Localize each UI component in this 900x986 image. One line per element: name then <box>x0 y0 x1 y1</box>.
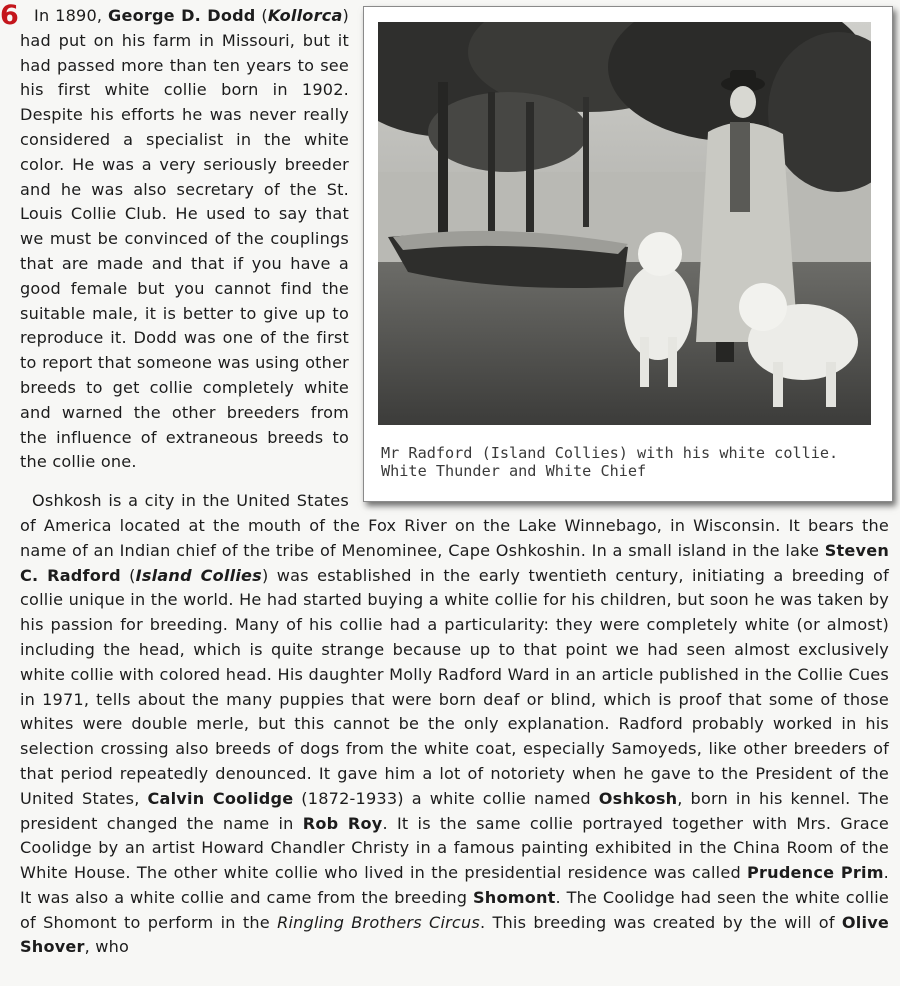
name-calvin-coolidge: Calvin Coolidge <box>147 788 294 808</box>
name-prudence-prim: Prudence Prim <box>747 863 884 883</box>
circus-name: Ringling Brothers Circus <box>277 912 480 932</box>
radford-collies-photo <box>378 22 871 425</box>
name-rob-roy: Rob Roy <box>302 813 383 833</box>
paragraph-radford: Oshkosh is a city in the United States of America located at the mouth of the Fox River on the Lake Winnebago, in Wisconsin. It bears the name of an Indian chief of the tribe of Menominee, Cape Oshkoshin. In a small island in the lake Steven C. Radford (Island Collies) was established in the early twentieth century, initiating a breeding of collie unique in the world. He had started buying a white collie for his children, but soon he was taken by his passion for breeding. Many of his collie had a particularity: they were completely white (or almost) including the head, which is quite strange because up to that point we had seen almost exclusively white collie with colored head. His daughter Molly Radford Ward in an article published in the Collie Cues in 1971, tells about the many puppies that were born deaf or blind, which is proof that some of those whites were double merle, but this cannot be the only explanation. Radford probably worked in his selection crossing also breeds of dogs from the white coat, especially Samoyeds, like other breeders of that period repeatedly denounced. It gave him a lot of notoriety when he gave to the President of the United States, Calvin Coolidge (1872-1933) a white collie named Oshkosh, born in his kennel. The president changed the name in Rob Roy. It is the same collie portrayed together with Mrs. Grace Coolidge by an artist Howard Chandler Christy in a famous painting exhibited in the China Room of the White House. The other white collie who lived in the presidential residence was called Prudence Prim. It was also a white collie and came from the breeding Shomont. The Coolidge had seen the white collie of Shomont to perform in the Ringling Brothers Circus. This breeding was created by the will of Olive Shover, who <box>20 491 889 957</box>
name-steven-radford: Steven C. Radford <box>20 540 889 585</box>
photo-figure <box>363 6 893 502</box>
name-oshkosh: Oshkosh <box>598 788 678 808</box>
kennel-kollorca: Kollorca <box>267 6 343 25</box>
photo-illustration <box>378 22 871 425</box>
paragraph-dodd: In 1890, George D. Dodd (Kollorca) had put on his farm in Missouri, but it had passed more than ten years to see his first white collie born in 1902. Despite his efforts he was never really considered a specialist in the white color. He was a very seriously breeder and he was also secretary of the St. Louis Collie Club. He used to say that we must be convinced of the couplings that are made and that if you have a good female but you cannot find the suitable male, it is better to give up to reproduce it. Dodd was one of the first to report that someone was using other breeds to get collie completely white and warned the other breeders from the influence of extraneous breeds to the collie one. <box>20 6 349 472</box>
photo-caption: Mr Radford (Island Collies) with his white collie. White Thunder and White Chief <box>381 444 839 480</box>
kennel-island-collies: Island Collies <box>135 565 262 585</box>
name-olive-shover: Olive Shover <box>20 912 889 957</box>
name-george-dodd: George D. Dodd <box>108 6 256 25</box>
name-shomont: Shomont <box>473 887 556 907</box>
section-number-marker: 6 <box>0 0 19 31</box>
